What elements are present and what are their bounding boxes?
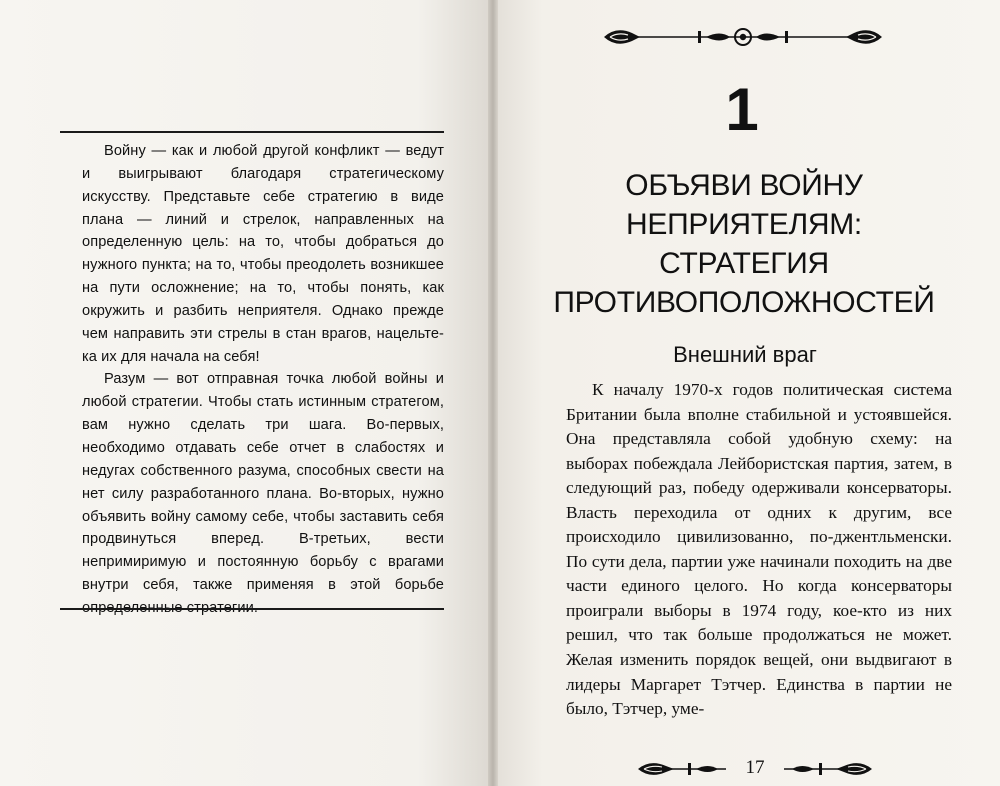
body-text <box>566 378 952 722</box>
page-number: 17 <box>745 757 765 778</box>
flourish-right-icon <box>784 756 874 782</box>
flourish-left-icon <box>636 756 726 782</box>
chapter-title-line-1: ОБЪЯВИ ВОЙНУ <box>625 169 863 202</box>
epigraph <box>82 140 444 620</box>
chapter-title-line-2: НЕПРИЯТЕЛЯМ: <box>626 208 862 241</box>
epigraph-paragraph-2: Разум — вот отправная точка любой войны и любой стратегии. Чтобы стать истинным стратегом, вам нужно сделать три шага. Во-первых, необходимо отдавать себе отчет в слабостях и недугах собственного разума, способных свести на нет силу разработанного плана. Во-вторых, нужно объявить войну самому себе, чтобы заставить себя продвинуться вперед. В-третьих, вести непримиримую и постоянную борьбу с врагами внутри себя, также применяя в этой борьбе <box>82 371 444 594</box>
section-heading: Внешний враг <box>673 342 817 367</box>
epigraph-top-rule <box>60 131 444 133</box>
epigraph-bottom-rule <box>60 608 444 610</box>
chapter-title <box>540 166 948 322</box>
chapter-title-line-4: ПРОТИВОПОЛОЖНОСТЕЙ <box>553 286 935 319</box>
chapter-number: 1 <box>725 76 759 143</box>
epigraph-paragraph-1: Войну — как и любой другой конфликт — ведут и выигрывают благодаря стратегическому искусству. Представьте себе стратегию в виде плана — линий и стрелок, направленных на определенную цель: на то, чтобы добраться до нужного пункта; на то, чтобы преодолеть возникшее на пути осложнение; на то, чтобы понять, как окружить и разбить неприятеля. Однако прежде чем направить эти стрелы в стан врагов, нацельте-ка их для начала на себя! <box>82 143 444 365</box>
chapter-title-line-3: СТРАТЕГИЯ <box>659 247 829 280</box>
ornamental-divider-icon <box>602 22 884 52</box>
body-paragraph: К началу 1970-х годов политическая система Британии была вполне стабильной и устоявшейся. Она представляла собой удобную схему: на выборах побеждала Лейбористская партия, затем, в следующий раз, победу одерживали консерваторы. Власть переходила от одних к другим, все происходило цивилизованно, по-джентльменски. По сути дела, партии уже начинали походить на две части единого целого. Но когда консерваторы проиграли выборы в 1974 году, кое-кто из них решил, что так больше продолжаться не может. Желая изменить порядок вещей, они выдвигают в лидеры Маргарет Тэтчер. Единства в партии не было, Тэтчер, уме- <box>566 380 952 719</box>
book-gutter <box>488 0 498 786</box>
